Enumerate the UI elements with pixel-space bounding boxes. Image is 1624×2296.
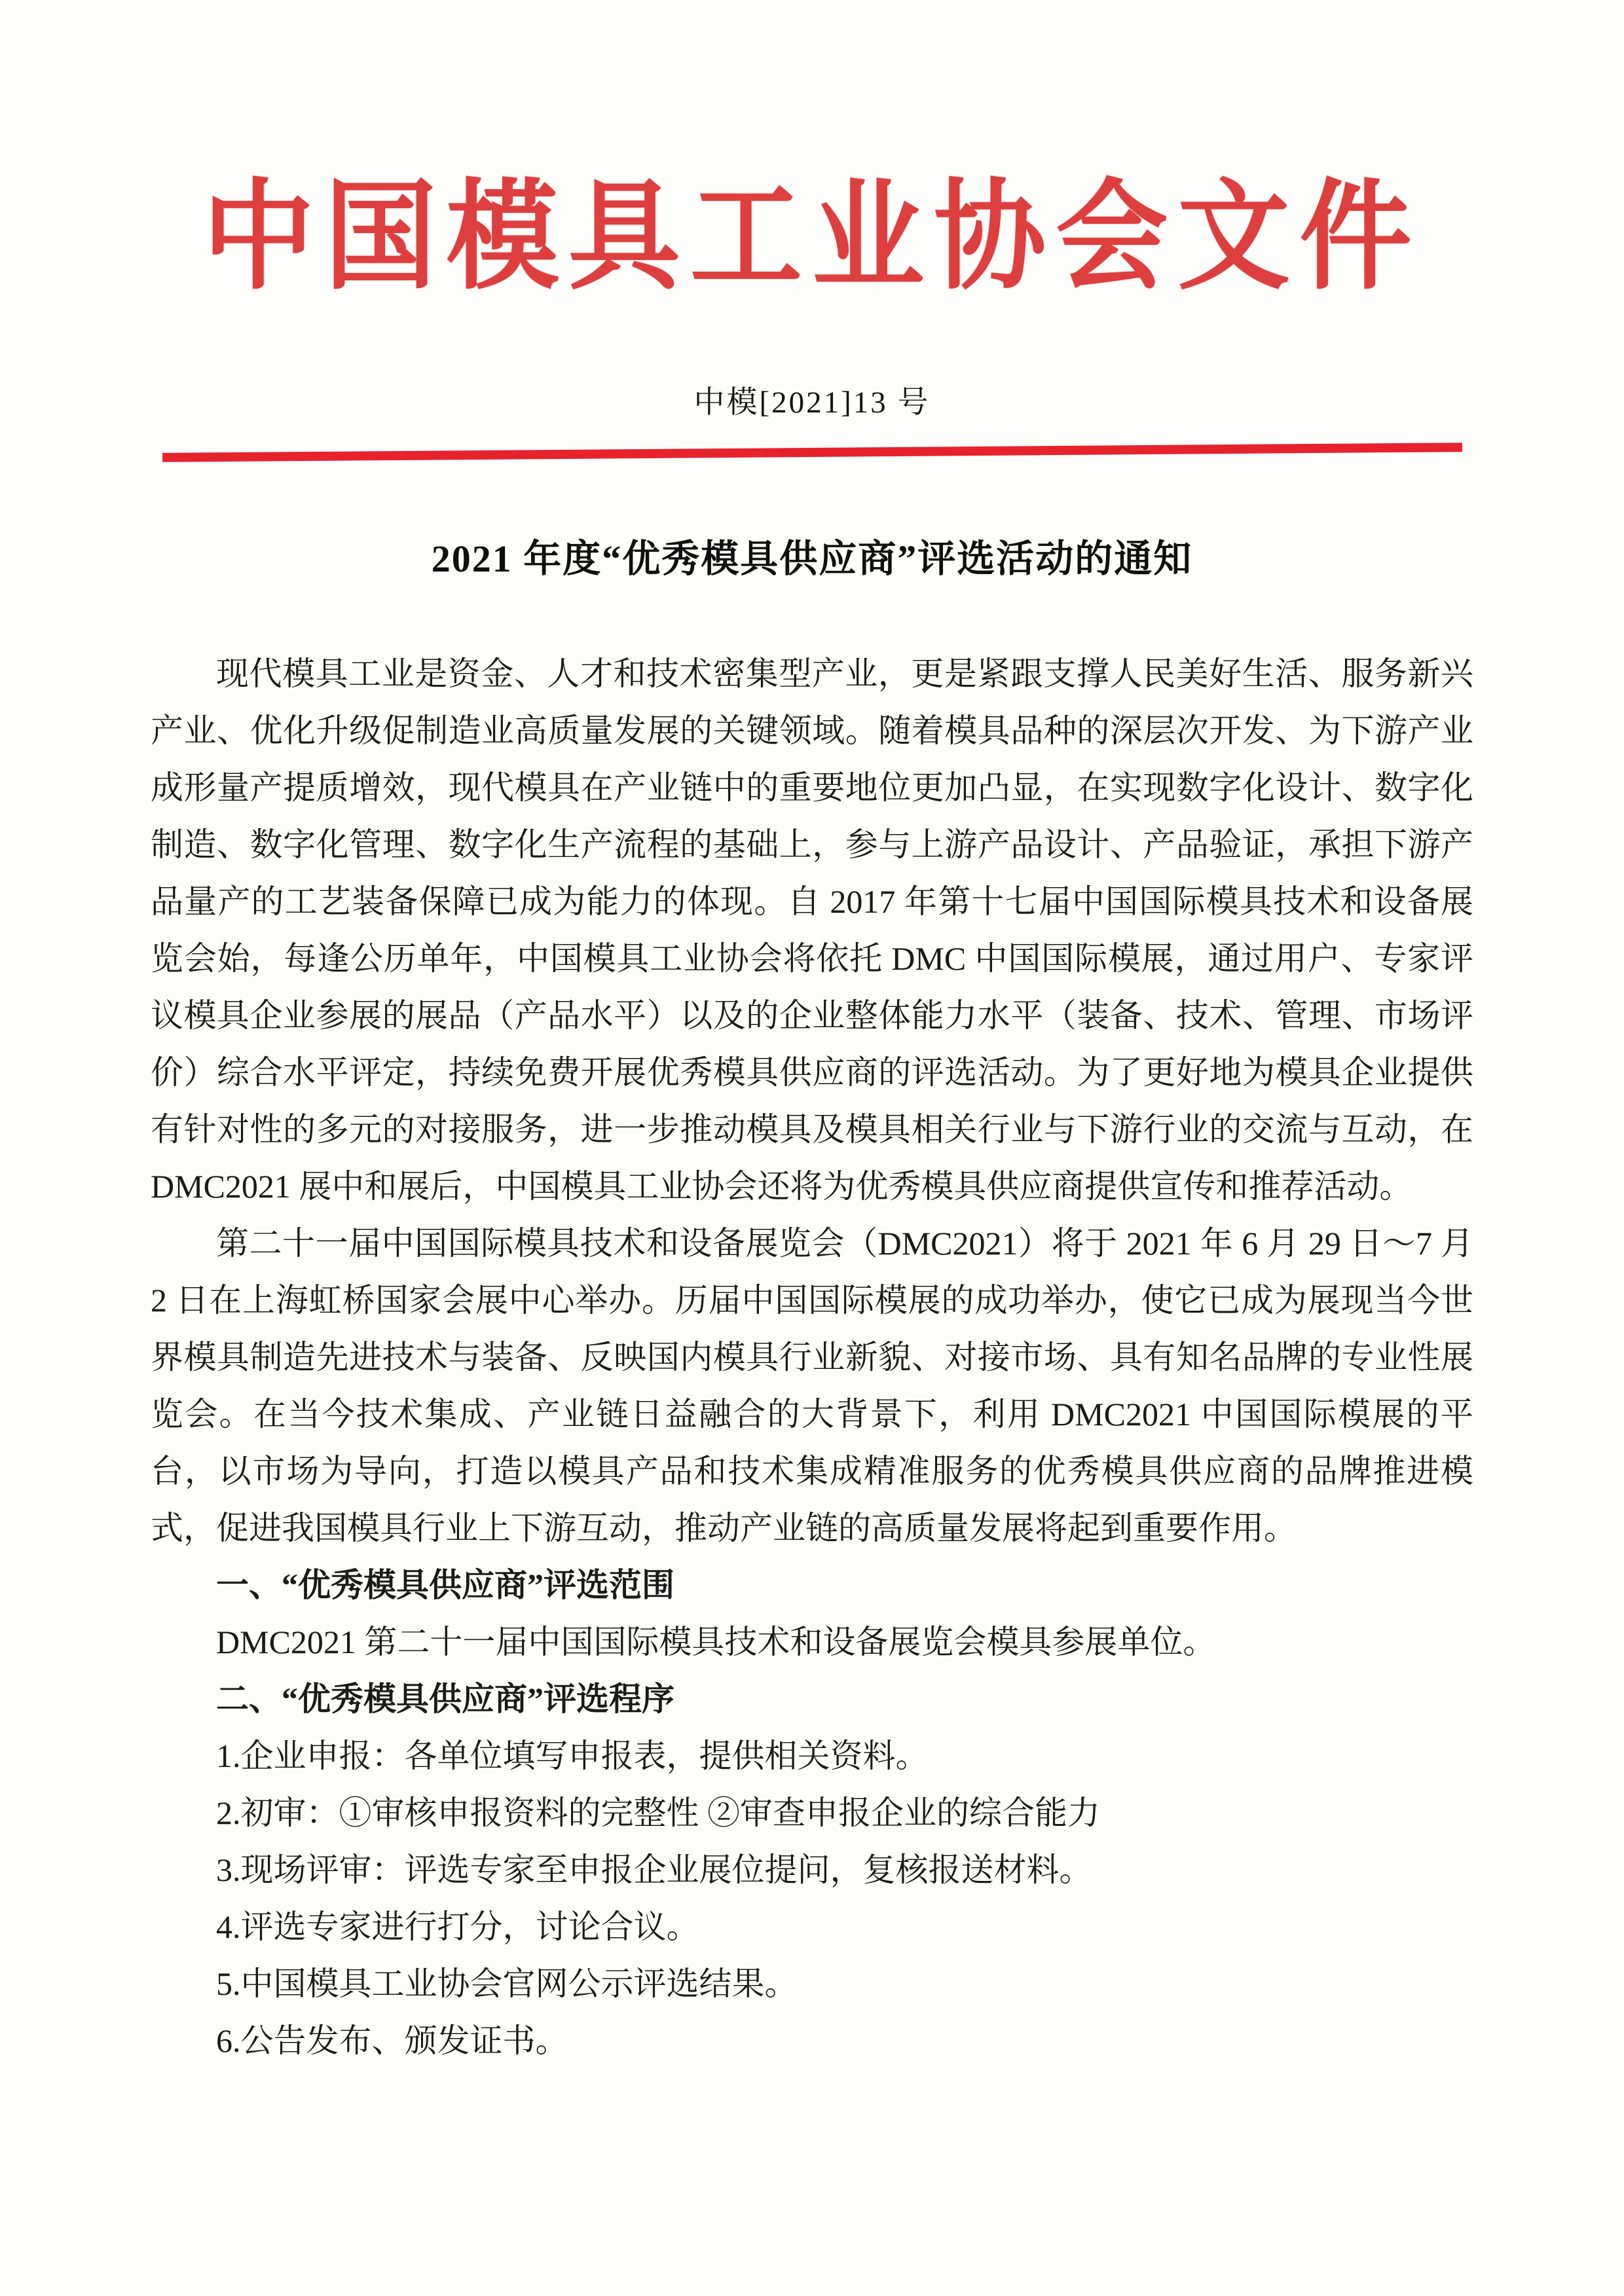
section-2-item-2: 2.初审：①审核申报资料的完整性 ②审查申报企业的综合能力 — [216, 1795, 1100, 1832]
notice-title: 2021 年度“优秀模具供应商”评选活动的通知 — [431, 538, 1193, 581]
section-1-item-1: DMC2021 第二十一届中国国际模具技术和设备展览会模具参展单位。 — [216, 1624, 1216, 1661]
section-2-item-1: 1.企业申报：各单位填写申报表，提供相关资料。 — [216, 1738, 929, 1775]
section-1-heading: 一、“优秀模具供应商”评选范围 — [216, 1567, 674, 1604]
section-2-item-6: 6.公告发布、颁发证书。 — [216, 2022, 568, 2060]
section-2-heading: 二、“优秀模具供应商”评选程序 — [216, 1681, 674, 1718]
notice-body — [151, 646, 1473, 2069]
org-letterhead-title: 中国模具工业协会文件 — [202, 172, 1422, 304]
body-paragraph-2: 第二十一届中国国际模具技术和设备展览会（DMC2021）将于 2021 年 6 月 29 日～7 月 2 日在上海虹桥国家会展中心举办。历届中国国际模展的成功举办，使它已成为展现当今世界模具制造先进技术与装备、反映国内模具行业新貌、对接市场、具有知名品牌的专业性展览会。在当今技术集成、产业链日益融合的大背景下，利用 DMC2021 中国国际模展的平台，以市场为导向，打造以模具产品和技术集成精准服务的优秀模具供应商的品牌推进模式，促进我国模具行业上下游互动，推动产业链的高质量发展将起到重要作用。 — [151, 1225, 1473, 1547]
body-paragraph-1: 现代模具工业是资金、人才和技术密集型产业，更是紧跟支撑人民美好生活、服务新兴产业、优化升级促制造业高质量发展的关键领域。随着模具品种的深层次开发、为下游产业成形量产提质增效，现代模具在产业链中的重要地位更加凸显，在实现数字化设计、数字化制造、数字化管理、数字化生产流程的基础上，参与上游产品设计、产品验证，承担下游产品量产的工艺装备保障已成为能力的体现。自 2017 年第十七届中国国际模具技术和设备展览会始，每逢公历单年，中国模具工业协会将依托 DMC 中国国际模展，通过用户、专家评议模具企业参展的展品（产品水平）以及的企业整体能力水平（装备、技术、管理、市场评价）综合水平评定，持续免费开展优秀模具供应商的评选活动。为了更好地为模具企业提供有针对性的多元的对接服务，进一步推动模具及模具相关行业与下游行业的交流与互动，在 DMC2021 展中和展后，中国模具工业协会还将为优秀模具供应商提供宣传和推荐活动。 — [151, 655, 1473, 1205]
section-2-item-4: 4.评选专家进行打分，讨论合议。 — [216, 1908, 699, 1946]
section-2-item-3: 3.现场评审：评选专家至申报企业展位提问，复核报送材料。 — [216, 1851, 1092, 1889]
section-2-item-5: 5.中国模具工业协会官网公示评选结果。 — [216, 1965, 798, 2003]
doc-reference-number: 中模[2021]13 号 — [693, 386, 931, 420]
letterhead-divider-rule — [162, 443, 1462, 462]
